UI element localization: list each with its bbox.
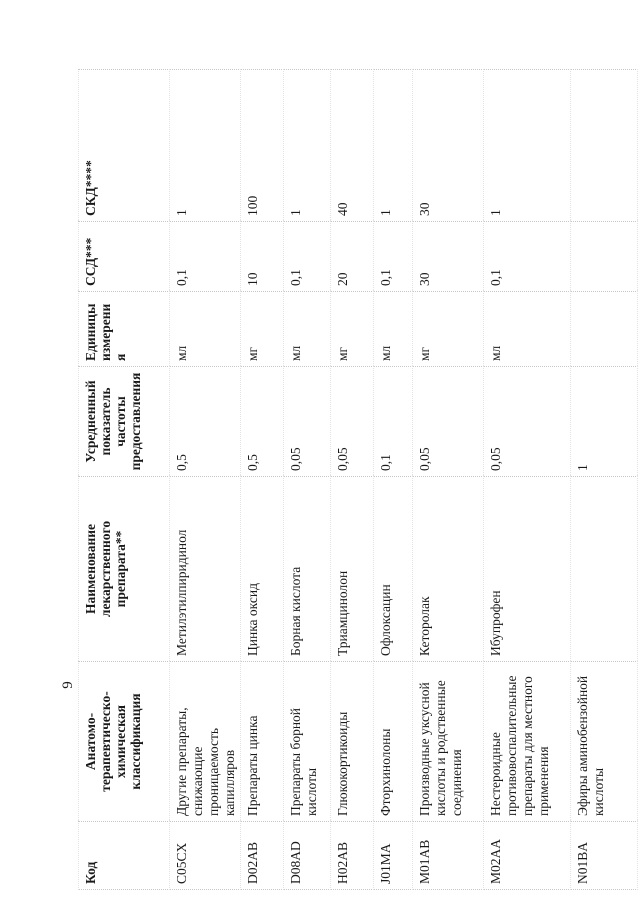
cell-skd: 1 <box>170 70 241 222</box>
cell-code: H02AB <box>331 822 374 890</box>
cell-code: C05CX <box>170 822 241 890</box>
cell-frequency: 0,5 <box>170 367 241 477</box>
cell-classification: Глюкокортикоиды <box>331 662 374 822</box>
cell-ssd <box>571 222 638 292</box>
table-row <box>170 70 241 890</box>
table-row <box>374 70 413 890</box>
rotated-content <box>60 70 606 890</box>
cell-frequency: 0,1 <box>374 367 413 477</box>
cell-frequency: 0,05 <box>284 367 331 477</box>
cell-code: M01AB <box>413 822 484 890</box>
cell-frequency: 0,5 <box>241 367 284 477</box>
cell-skd: 1 <box>484 70 571 222</box>
header-drug: Наименование лекарственного препарата** <box>79 477 170 662</box>
cell-classification: Эфиры аминобензойной кислоты <box>571 662 638 822</box>
cell-drug: Ибупрофен <box>484 477 571 662</box>
table-row <box>284 70 331 890</box>
cell-classification: Другие препараты, снижающие проницаемость капилляров <box>170 662 241 822</box>
cell-classification: Препараты борной кислоты <box>284 662 331 822</box>
table-row <box>241 70 284 890</box>
header-ssd: ССД*** <box>79 222 170 292</box>
table-header-row <box>79 70 170 890</box>
cell-skd: 100 <box>241 70 284 222</box>
header-code: Код <box>79 822 170 890</box>
cell-skd: 1 <box>374 70 413 222</box>
cell-unit: мл <box>284 292 331 367</box>
cell-frequency: 0,05 <box>331 367 374 477</box>
cell-ssd: 0,1 <box>484 222 571 292</box>
cell-code: D02AB <box>241 822 284 890</box>
cell-unit: мг <box>413 292 484 367</box>
cell-frequency: 1 <box>571 367 638 477</box>
cell-unit: мл <box>170 292 241 367</box>
cell-drug: Офлоксацин <box>374 477 413 662</box>
cell-ssd: 0,1 <box>170 222 241 292</box>
cell-code: J01MA <box>374 822 413 890</box>
header-unit: Единицы измерения <box>79 292 170 367</box>
cell-ssd: 30 <box>413 222 484 292</box>
cell-drug <box>571 477 638 662</box>
cell-code: M02AA <box>484 822 571 890</box>
cell-skd: 30 <box>413 70 484 222</box>
cell-drug: Борная кислота <box>284 477 331 662</box>
cell-ssd: 0,1 <box>284 222 331 292</box>
cell-skd: 40 <box>331 70 374 222</box>
cell-unit: мл <box>374 292 413 367</box>
header-frequency: Усредненный показатель частоты предоставления <box>79 367 170 477</box>
page-number: 9 <box>60 681 76 689</box>
table-row <box>484 70 571 890</box>
cell-drug: Цинка оксид <box>241 477 284 662</box>
cell-skd <box>571 70 638 222</box>
cell-drug: Кеторолак <box>413 477 484 662</box>
header-classification: Анатомо-терапевтическо-химическая классификация <box>79 662 170 822</box>
cell-drug: Метилэтилпиридинол <box>170 477 241 662</box>
cell-unit <box>571 292 638 367</box>
table-row <box>413 70 484 890</box>
cell-frequency: 0,05 <box>484 367 571 477</box>
cell-classification: Фторхинолоны <box>374 662 413 822</box>
cell-code: D08AD <box>284 822 331 890</box>
cell-ssd: 0,1 <box>374 222 413 292</box>
cell-code: N01BA <box>571 822 638 890</box>
table-row <box>331 70 374 890</box>
cell-unit: мг <box>241 292 284 367</box>
cell-classification: Нестероидные противовоспалительные препараты для местного применения <box>484 662 571 822</box>
cell-unit: мл <box>484 292 571 367</box>
table-row <box>571 70 638 890</box>
cell-classification: Препараты цинка <box>241 662 284 822</box>
cell-frequency: 0,05 <box>413 367 484 477</box>
cell-unit: мг <box>331 292 374 367</box>
cell-classification: Производные уксусной кислоты и родственные соединения <box>413 662 484 822</box>
drug-table <box>78 69 638 890</box>
cell-drug: Триамцинолон <box>331 477 374 662</box>
cell-ssd: 20 <box>331 222 374 292</box>
cell-ssd: 10 <box>241 222 284 292</box>
header-skd: СКД**** <box>79 70 170 222</box>
cell-skd: 1 <box>284 70 331 222</box>
